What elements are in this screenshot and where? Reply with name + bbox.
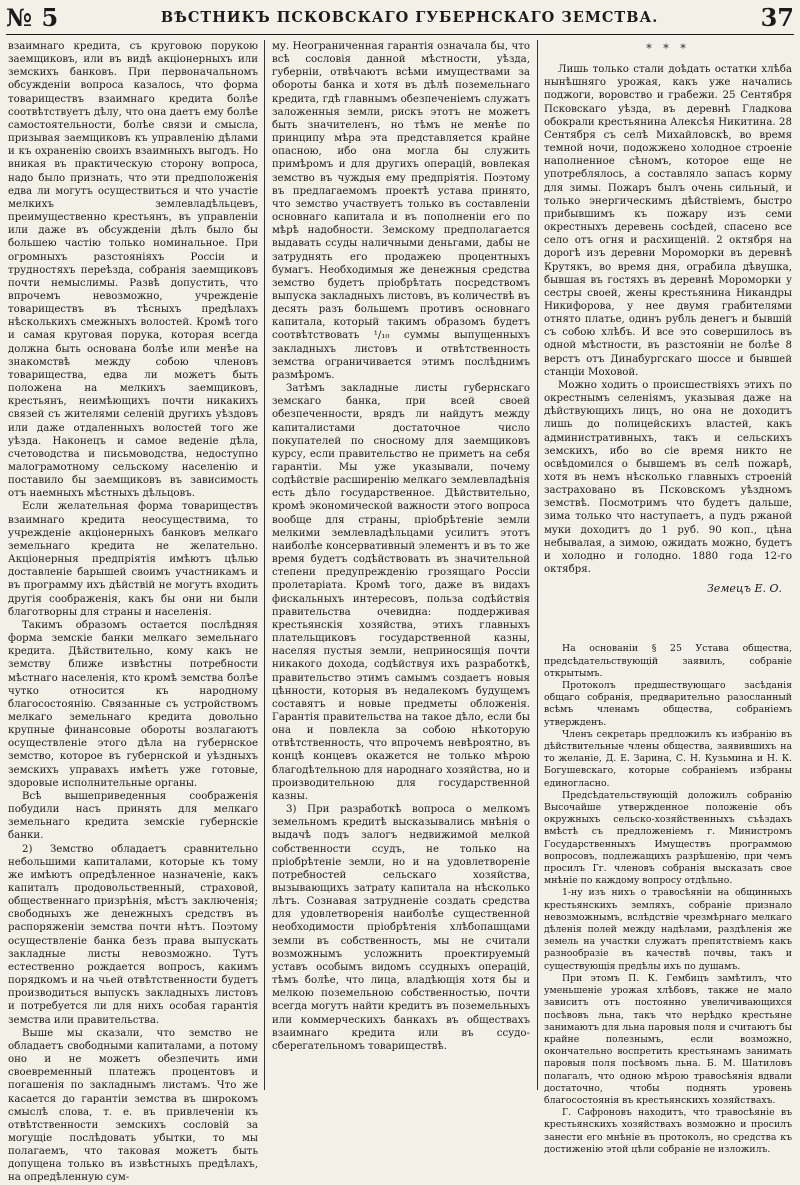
paragraph: Всѣ вышеприведенныя соображенія побудили насъ принять для мелкаго земельнаго кредита земскіе губернскіе банки.	[8, 790, 258, 842]
paragraph: Затѣмъ закладные листы губернскаго земскаго банка, при всей своей обезпеченности, врядъ ли найдутъ между капиталистами достаточное число покупателей по сносному для заемщиковъ курсу, если правительство не приметъ на себя гарантіи. Мы уже указывали, почему содѣйствіе расширенію мелкаго землевладѣнія есть дѣло государственное. Дѣйствительно, кромѣ экономической важности этого вопроса вообще для страны, пріобрѣтеніе земли мелкими землевладѣльцами усилитъ этотъ наиболѣе консервативный элементъ и въ то же время будетъ содѣйствовать въ значительной степени предупрежденію грозящаго Россіи пролетаріата. Кромѣ того, даже въ видахъ фискальныхъ интересовъ, польза содѣйствія правительства очевидна: поддерживая крестьянскія хозяйства, этихъ главныхъ плательщиковъ государственной казны, населяя пустыя земли, неприносящія почти никакого дохода, содѣйствуя ихъ разработкѣ, правительство этимъ самымъ создаетъ новыя цѣнности, которыя въ недалекомъ будущемъ составятъ и новые предметы обложенія. Гарантія правительства на такое дѣло, если бы она и повлекла за собою нѣкоторую отвѣтственность, что впрочемъ невѣроятно, въ концѣ концевъ окажется не только мѣрою благодѣтельною для народнаго хозяйства, но и производительною для государственной казны.	[272, 383, 530, 802]
paragraph: 2) Земство обладаетъ сравнительно небольшими капиталами, которые къ тому же имѣютъ опредѣленное назначеніе, какъ капиталъ продовольственный, страховой, общественнаго призрѣнія, мѣстъ заключенія; свободныхъ же денежныхъ средствъ въ распоряженіи земства почти нѣтъ. Поэтому осуществленіе банка безъ права выпускать закладные листы невозможно. Тутъ естественно рождается вопросъ, какимъ порядкомъ и на чьей отвѣтственности будетъ производиться выпускъ закладныхъ листовъ и потребуется ли для нихъ особая гарантія земства или правительства.	[8, 843, 258, 1026]
column-3	[544, 40, 792, 1155]
meeting-minutes	[544, 643, 792, 1156]
minutes-paragraph: 1-ну изъ нихъ о травосѣяніи на общинныхъ крестьянскихъ земляхъ, собраніе признало невозможнымъ, вслѣдствіе чрезмѣрнаго мелкаго дѣленія полей между надѣлами, раздѣленія же земель на участки служатъ препятствіемъ какъ разнообразіе въ качествѣ почвы, такъ и существующія предѣлы ихъ по душамъ.	[544, 887, 792, 972]
paragraph: взаимнаго кредита, съ круговою порукою заемщиковъ, или въ видѣ акціонерныхъ или земскихъ банковъ. При первоначальномъ обсужденіи вопроса казалось, что форма товариществъ взаимнаго кредита болѣе соотвѣтствуетъ дѣлу, что она даетъ ему болѣе самостоятельности, болѣе связи и смысла, призывая заемщиковъ къ управленію дѣлами и къ охраненію своихъ взаимныхъ выгодъ. Но вникая въ практическую сторону вопроса, надо было признать, что эти предположенія едва ли могутъ осуществиться и что участіе мелкихъ землевладѣльцевъ, преимущественно крестьянъ, въ управленіи или даже въ обсужденіи дѣлъ было бы большею частію только номинальное. При огромныхъ разстояніяхъ Россіи и трудностяхъ переѣзда, собранія заемщиковъ почти немыслимы. Развѣ допустить, что впрочемъ невозможно, учрежденіе товариществъ въ тѣсныхъ предѣлахъ нѣсколькихъ смежныхъ волостей. Кромѣ того и самая круговая порука, которая всегда должна быть основана болѣе или менѣе на знакомствѣ между собою членовъ товарищества, едва ли можетъ быть положена на мелкихъ заемщиковъ, крестьянъ, неимѣющихъ почти никакихъ связей съ жителями селеній другихъ уѣздовъ или даже отдаленныхъ волостей того же уѣзда. Наконецъ и самое веденіе дѣла, счетоводства и письмоводства, недоступно малограмотному сельскому населенію и поставило бы заемщиковъ въ зависимость отъ наемныхъ мѣстныхъ дѣльцовъ.	[8, 41, 258, 500]
minutes-paragraph: На основаніи § 25 Устава общества, предсѣдательствующій заявилъ, собраніе открытымъ.	[544, 643, 792, 679]
minutes-paragraph: Г. Сафроновъ находитъ, что травосѣяніе въ крестьянскихъ хозяйствахъ возможно и просилъ занести его мнѣніе въ протоколъ, но средства къ достиженію этой цѣли собраніе не изложилъ.	[544, 1107, 792, 1155]
paragraph: Выше мы сказали, что земство не обладаетъ свободными капиталами, а потому оно и не можетъ обезпечить ими своевременный платежъ процентовъ и погашенія по закладнымъ листамъ. Что же касается до гарантіи земства въ широкомъ смыслѣ слова, т. е. въ привлеченіи къ отвѣтственности земскихъ сословій за могущіе послѣдовать убытки, то мы полагаемъ, что таковая можетъ быть допущена только въ извѣстныхъ предѣлахъ, на опредѣленную сум-	[8, 1027, 258, 1184]
section-separator: * * *	[646, 42, 690, 55]
paragraph: Если желательная форма товариществъ взаимнаго кредита неосуществима, то учрежденіе акціонерныхъ банковъ мелкаго земельнаго кредита не желательно. Акціонерныя предпріятія имѣютъ цѣлью доставленіе барышей своимъ участникамъ и въ программу ихъ дѣйствій не могутъ входить другія соображенія, какъ бы они ни были благотворны для страны и населенія.	[8, 501, 258, 618]
paragraph: Такимъ образомъ остается послѣдняя форма земскіе банки мелкаго земельнаго кредита. Дѣйствительно, кому какъ не земству ближе извѣстны потребности мѣстнаго населенія, кто кромѣ земства болѣе чутко относится къ народному благосостоянію. Связанные съ устройствомъ мелкаго земельнаго кредита довольно крупные финансовые обороты возлагаютъ осуществленіе этого дѣла на губернское земство, которое въ губернской и уѣздныхъ земскихъ управахъ имѣетъ уже готовые, здоровые исполнительные органы.	[8, 619, 258, 789]
minutes-paragraph: Членъ секретарь предложилъ къ избранію въ дѣйствительные члены общества, заявившихъ на то желаніе, Д. Е. Зарина, С. Н. Кузьмина и Н. К. Богушевскаго, которые собраніемъ избраны единогласно.	[544, 728, 792, 789]
journal-title: ВѢСТНИКЪ ПСКОВСКАГО ГУБЕРНСКАГО ЗЕМСТВА.	[160, 8, 659, 26]
issue-number: № 5	[6, 2, 59, 32]
page-number: 37	[760, 2, 794, 32]
signature: Земецъ Е. О.	[706, 582, 782, 596]
column-divider	[264, 40, 265, 1090]
minutes-paragraph: Предсѣдательствующій доложилъ собранію Высочайше утвержденное положеніе объ окружныхъ сельско-хозяйственныхъ съѣздахъ вмѣстѣ съ предложеніемъ г. Министромъ Государственныхъ Имуществъ программою вопросовъ, подлежащихъ разрѣшенію, при чемъ просилъ Гг. членовъ собранія высказать свое мнѣніе по каждому вопросу отдѣльно.	[544, 789, 792, 887]
paragraph: му. Неограниченная гарантія означала бы, что всѣ сословія данной мѣстности, уѣзда, губерніи, отвѣчаютъ всѣми имуществами за обороты банка и хотя въ дѣлѣ поземельнаго кредита, гдѣ главнымъ обезпеченіемъ служатъ заложенныя земли, рискъ этотъ не можетъ быть значителенъ, но тѣмъ не менѣе по принципу мѣра эта представляется крайне опасною, ибо она могла бы служить примѣромъ и для другихъ операцій, вовлекая земство въ чуждыя ему предпріятія. Поэтому въ предлагаемомъ проектѣ устава принято, что земство участвуетъ только въ составленіи основнаго капитала и въ пополненіи его по мѣрѣ надобности. Земскому предполагается выдавать ссуды наличными деньгами, дабы не затруднять его продажею процентныхъ бумагъ. Необходимыя же денежныя средства земство будетъ пріобрѣтать посредствомъ выпуска закладныхъ листовъ, въ количествѣ въ десять разъ большемъ противъ основнаго капитала, который такимъ образомъ будетъ соотвѣтствовать ¹/₁₀ суммы выпущенныхъ закладныхъ листовъ и отвѣтственность земства ограничивается этимъ послѣднимъ размѣромъ.	[272, 41, 530, 381]
paragraph: Можно ходить о происшествіяхъ этихъ по окрестнымъ селеніямъ, указывая даже на дѣйствующихъ лицъ, но она не доходитъ лишь до полицейскихъ властей, какъ административныхъ, такъ и сельскихъ земскихъ, ибо во сіе время никто не освѣдомился о бывшемъ въ селѣ пожарѣ, хотя въ немъ нѣсколько главныхъ строеній застраховано въ Псковскомъ уѣздномъ земствѣ. Посмотримъ что будетъ дальше, зима только что наступаетъ, а пудъ ржаной муки доходитъ до 1 руб. 90 коп., цѣна небывалая, а зимою, ожидать можно, будетъ и холодно и голодно. 1880 года 12-го октября.	[544, 379, 792, 576]
paragraph: Лишь только стали доѣдать остатки хлѣба нынѣшняго урожая, какъ уже начались поджоги, воровство и грабежи. 25 Сентября Псковскаго уѣзда, въ деревнѣ Гладкова обокрали крестьянина Алексѣя Никитина. 28 Сентября съ селѣ Михайловскѣ, во время темной ночи, подожжено холодное строеніе наполненное сѣномъ, которое еще не употреблялось, а составляло запасъ корму для зимы. Пожаръ былъ очень сильный, и только энергическимъ дѣйствіемъ, быстро прибывшимъ къ пожару изъ семи окрестныхъ деревень сосѣдей, спасено все село отъ огня и расхищеній. 2 октября на дорогѣ изъ деревни Мороморки въ деревнѣ Крутякъ, во время дня, ограбила дѣвушка, бывшая въ гостяхъ въ деревнѣ Мороморки у сестры своей, жены крестьянина Никандры Никифорова, у нее двумя грабителями отнято платье, одинъ рубль денегъ и бывшій съ собою хлѣбъ. И все это совершилось въ одной мѣстности, въ разстояніи не болѣе 8 верстъ отъ Динабургскаго шоссе и бывшей станціи Моховой.	[544, 64, 792, 378]
page-header	[6, 0, 794, 35]
paragraph: 3) При разработкѣ вопроса о мелкомъ земельномъ кредитѣ высказывались мнѣнія о выдачѣ подъ залогъ недвижимой мелкой собственности ссудъ, не только на пріобрѣтеніе земли, но и на удовлетвореніе потребностей сельскаго хозяйства, вызывающихъ затрату капитала на нѣсколько лѣтъ. Сознавая затрудненіе создать средства для удовлетворенія наиболѣе существенной необходимости пріобрѣтенія хлѣбопашцами земли въ собственность, мы не считали возможнымъ усложнить проектируемый уставъ особымъ видомъ ссудныхъ операцій, тѣмъ болѣе, что лица, владѣющія хотя бы и мелкою поземельною собственностью, почти всегда могутъ найти кредитъ въ поземельныхъ или коммерческихъ банкахъ въ обществахъ взаимнаго кредита или въ ссудо-сберегательномъ товариществѣ.	[272, 804, 530, 1052]
minutes-paragraph: При этомъ П. К. Гембицъ замѣтилъ, что уменьшеніе урожая хлѣбовъ, также не мало зависитъ отъ постоянно увеличивающихся посѣвовъ льна, такъ что нерѣдко крестьяне занимаютъ для льна паровыя поля и считаютъ бы крайне полезнымъ, если возможно, окончательно воспретить крестьянамъ занимать паровыя поля посѣвомъ льна. Б. М. Шатиловъ полагалъ, что одною мѣрою травосѣянія вдвали достаточно, чтобы поднять уровень благосостоянія въ крестьянскихъ хозяйствахъ.	[544, 972, 792, 1106]
column-1	[8, 40, 258, 1184]
column-divider	[537, 40, 538, 1090]
minutes-paragraph: Протоколъ предшествующаго засѣданія общаго собранія, предварительно разосланный всѣмъ членамъ общества, собраніемъ утвержденъ.	[544, 680, 792, 728]
column-2	[272, 40, 530, 1090]
